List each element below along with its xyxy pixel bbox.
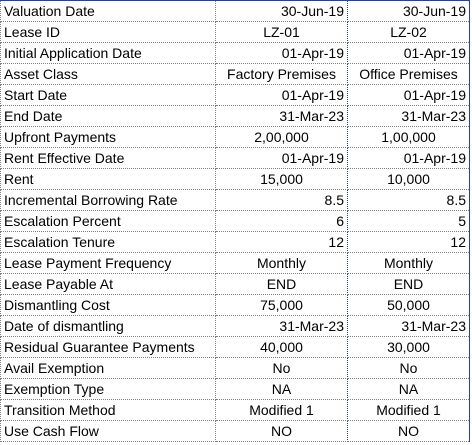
lease-1-value-cell[interactable]: 31-Mar-23: [216, 316, 348, 337]
row-label-cell[interactable]: Dismantling Cost: [1, 295, 216, 316]
row-label-cell[interactable]: End Date: [1, 106, 216, 127]
row-label-cell[interactable]: Lease Payment Frequency: [1, 253, 216, 274]
lease-1-value-cell[interactable]: 15,000: [216, 169, 348, 190]
lease-1-value-cell[interactable]: 2,00,000: [216, 127, 348, 148]
row-label-cell[interactable]: Escalation Percent: [1, 211, 216, 232]
lease-1-value-cell[interactable]: 31-Mar-23: [216, 106, 348, 127]
lease-2-value-cell[interactable]: No: [348, 358, 470, 379]
row-label-cell[interactable]: Initial Application Date: [1, 43, 216, 64]
table-row: [1, 127, 470, 148]
table-row: [1, 64, 470, 85]
lease-2-value-cell[interactable]: Monthly: [348, 253, 470, 274]
table-row: [1, 211, 470, 232]
row-label-cell[interactable]: Start Date: [1, 85, 216, 106]
lease-2-value-cell[interactable]: 31-Mar-23: [348, 316, 470, 337]
row-label-cell[interactable]: Residual Guarantee Payments: [1, 337, 216, 358]
row-label-cell[interactable]: Incremental Borrowing Rate: [1, 190, 216, 211]
lease-1-value-cell[interactable]: LZ-01: [216, 22, 348, 43]
table-row: [1, 43, 470, 64]
table-row: [1, 253, 470, 274]
row-label-cell[interactable]: Date of dismantling: [1, 316, 216, 337]
table-row: [1, 148, 470, 169]
lease-2-value-cell[interactable]: 30,000: [348, 337, 470, 358]
table-row: [1, 358, 470, 379]
lease-1-value-cell[interactable]: 6: [216, 211, 348, 232]
lease-2-value-cell[interactable]: 10,000: [348, 169, 470, 190]
lease-1-value-cell[interactable]: 40,000: [216, 337, 348, 358]
lease-2-value-cell[interactable]: 50,000: [348, 295, 470, 316]
lease-2-value-cell[interactable]: 30-Jun-19: [348, 1, 470, 22]
table-row: [1, 274, 470, 295]
lease-2-value-cell[interactable]: 12: [348, 232, 470, 253]
lease-2-value-cell[interactable]: 01-Apr-19: [348, 85, 470, 106]
table-row: [1, 1, 470, 22]
lease-1-value-cell[interactable]: 8.5: [216, 190, 348, 211]
lease-1-value-cell[interactable]: Modified 1: [216, 400, 348, 421]
lease-2-value-cell[interactable]: LZ-02: [348, 22, 470, 43]
row-label-cell[interactable]: Transition Method: [1, 400, 216, 421]
lease-1-value-cell[interactable]: NA: [216, 379, 348, 400]
table-row: [1, 106, 470, 127]
lease-2-value-cell[interactable]: NA: [348, 379, 470, 400]
lease-1-value-cell[interactable]: Monthly: [216, 253, 348, 274]
lease-2-value-cell[interactable]: 1,00,000: [348, 127, 470, 148]
table-row: [1, 190, 470, 211]
row-label-cell[interactable]: Upfront Payments: [1, 127, 216, 148]
row-label-cell[interactable]: Lease Payable At: [1, 274, 216, 295]
table-row: [1, 421, 470, 442]
row-label-cell[interactable]: Rent: [1, 169, 216, 190]
lease-2-value-cell[interactable]: NO: [348, 421, 470, 442]
lease-1-value-cell[interactable]: 30-Jun-19: [216, 1, 348, 22]
table-row: [1, 85, 470, 106]
lease-2-value-cell[interactable]: Modified 1: [348, 400, 470, 421]
table-row: [1, 295, 470, 316]
table-row: [1, 400, 470, 421]
lease-1-value-cell[interactable]: 01-Apr-19: [216, 43, 348, 64]
row-label-cell[interactable]: Escalation Tenure: [1, 232, 216, 253]
lease-2-value-cell[interactable]: 31-Mar-23: [348, 106, 470, 127]
lease-2-value-cell[interactable]: 01-Apr-19: [348, 148, 470, 169]
row-label-cell[interactable]: Exemption Type: [1, 379, 216, 400]
table-row: [1, 22, 470, 43]
table-row: [1, 379, 470, 400]
table-row: [1, 232, 470, 253]
row-label-cell[interactable]: Avail Exemption: [1, 358, 216, 379]
lease-1-value-cell[interactable]: 12: [216, 232, 348, 253]
lease-2-value-cell[interactable]: END: [348, 274, 470, 295]
lease-1-value-cell[interactable]: 01-Apr-19: [216, 148, 348, 169]
row-label-cell[interactable]: Valuation Date: [1, 1, 216, 22]
lease-2-value-cell[interactable]: 5: [348, 211, 470, 232]
row-label-cell[interactable]: Lease ID: [1, 22, 216, 43]
lease-1-value-cell[interactable]: 75,000: [216, 295, 348, 316]
row-label-cell[interactable]: Use Cash Flow: [1, 421, 216, 442]
table-row: [1, 337, 470, 358]
lease-2-value-cell[interactable]: 8.5: [348, 190, 470, 211]
lease-2-value-cell[interactable]: Office Premises: [348, 64, 470, 85]
table-row: [1, 316, 470, 337]
lease-1-value-cell[interactable]: NO: [216, 421, 348, 442]
row-label-cell[interactable]: Asset Class: [1, 64, 216, 85]
lease-1-value-cell[interactable]: 01-Apr-19: [216, 85, 348, 106]
lease-1-value-cell[interactable]: No: [216, 358, 348, 379]
lease-2-value-cell[interactable]: 01-Apr-19: [348, 43, 470, 64]
lease-1-value-cell[interactable]: Factory Premises: [216, 64, 348, 85]
lease-1-value-cell[interactable]: END: [216, 274, 348, 295]
row-label-cell[interactable]: Rent Effective Date: [1, 148, 216, 169]
table-row: [1, 169, 470, 190]
